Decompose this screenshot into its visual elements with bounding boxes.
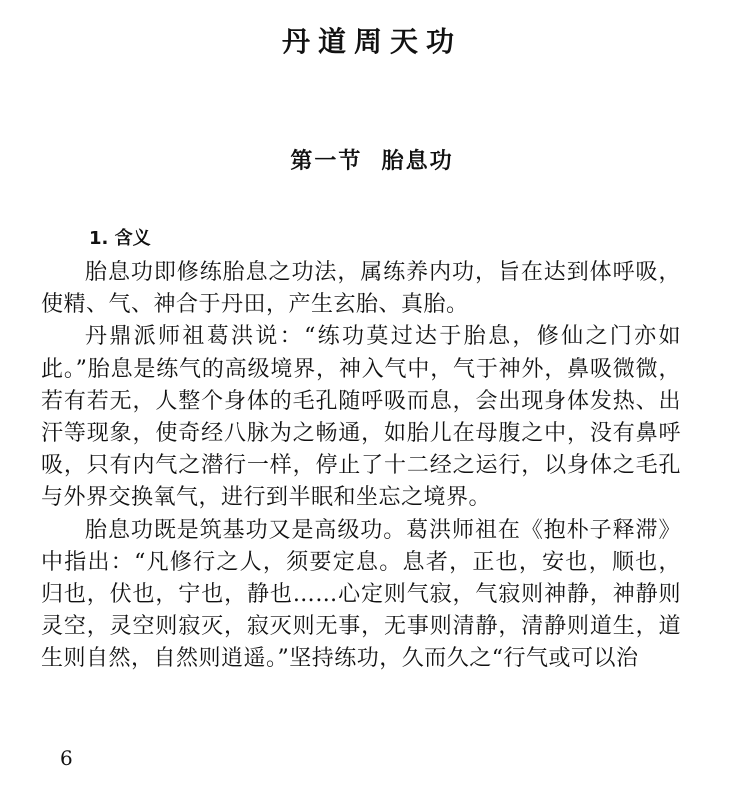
chapter-title: 丹道周天功 [281, 25, 462, 58]
paragraph: 胎息功即修练胎息之功法，属练养内功，旨在达到体呼吸，使精、气、神合于丹田，产生玄胎、真胎。 [41, 260, 681, 318]
body-text [41, 257, 681, 676]
page-number: 6 [60, 746, 73, 770]
paragraph: 丹鼎派师祖葛洪说：“练功莫过达于胎息，修仙之门亦如此。”胎息是练气的高级境界，神入气中，气于神外，鼻吸微微，若有若无，人整个身体的毛孔随呼吸而息，会出现身体发热、出汗等现象，使奇经八脉为之畅通，如胎儿在母腹之中，没有鼻呼吸，只有内气之潜行一样，停止了十二经之运行，以身体之毛孔与外界交换氧气，进行到半眠和坐忘之境界。 [41, 324, 681, 511]
section-title: 第一节 胎息功 [290, 148, 454, 174]
subheading: 1. 含义 [89, 228, 151, 249]
paragraph: 胎息功既是筑基功又是高级功。葛洪师祖在《抱朴子释滞》中指出：“凡修行之人，须要定息。息者，正也，安也，顺也，归也，伏也，宁也，静也……心定则气寂，气寂则神静，神静则灵空，灵空则寂灭，寂灭则无事，无事则清静，清静则道生，道生则自然，自然则逍遥。”坚持练功，久而久之“行气或可以治 [41, 517, 681, 672]
